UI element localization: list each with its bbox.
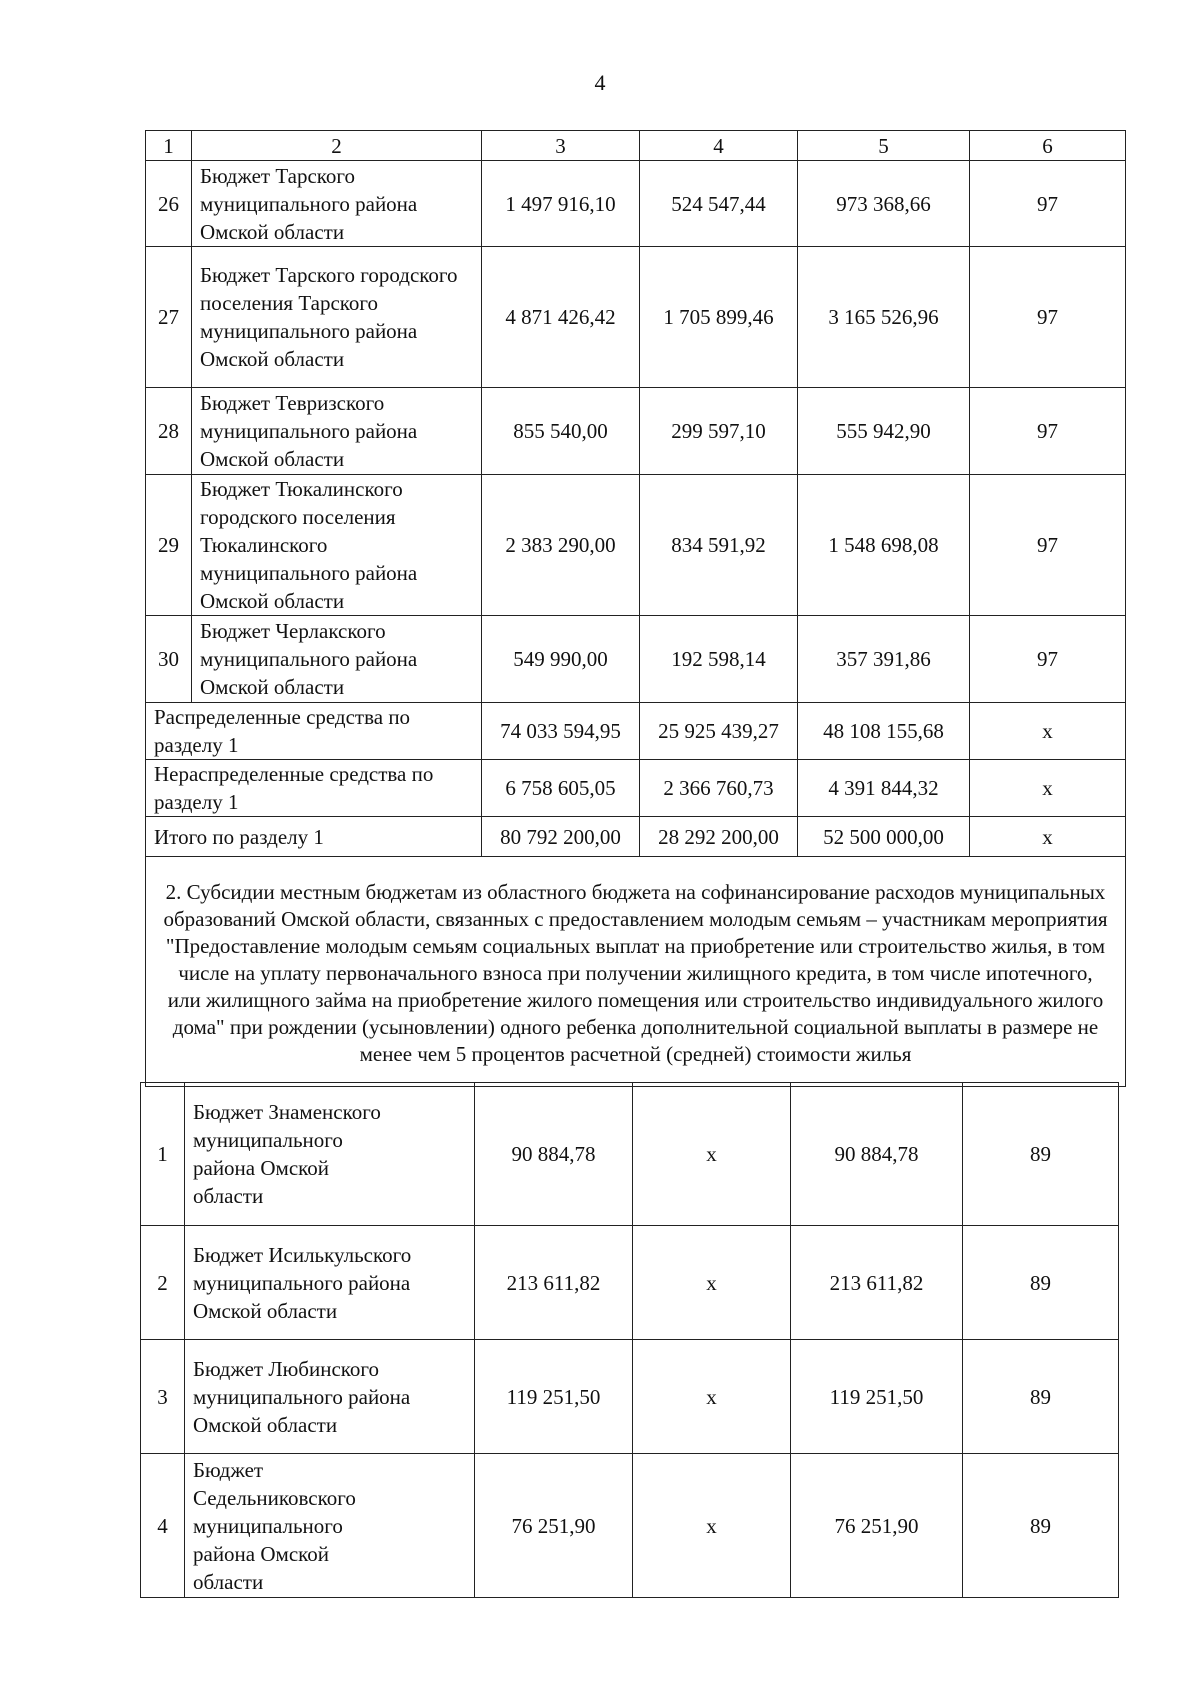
level-value: x [970, 760, 1126, 817]
row-number: 28 [146, 388, 192, 475]
budget-name: Бюджет Черлакского муниципального района Омской области [192, 616, 482, 703]
amount-col-4: x [633, 1454, 791, 1598]
summary-label: Итого по разделу 1 [146, 817, 482, 857]
amount-col-4: 2 366 760,73 [640, 760, 798, 817]
row-number: 3 [141, 1340, 185, 1454]
amount-col-4: 834 591,92 [640, 475, 798, 616]
level-value: 89 [963, 1340, 1119, 1454]
budget-name: Бюджет Тарского муниципального района Омской области [192, 161, 482, 247]
amount-total: 549 990,00 [482, 616, 640, 703]
table-row [141, 1454, 1119, 1598]
budget-table-section-1 [145, 130, 1126, 1087]
header-cell: 4 [640, 131, 798, 161]
row-number: 26 [146, 161, 192, 247]
amount-col-4: x [633, 1340, 791, 1454]
budget-name: Бюджет Исилькульского муниципального района Омской области [185, 1226, 475, 1340]
section-2-header-row [146, 857, 1126, 1087]
amount-col-5: 4 391 844,32 [798, 760, 970, 817]
table-row [146, 161, 1126, 247]
row-number: 1 [141, 1083, 185, 1226]
amount-col-5: 48 108 155,68 [798, 703, 970, 760]
row-number: 29 [146, 475, 192, 616]
table-row [141, 1083, 1119, 1226]
summary-label: Распределенные средства по разделу 1 [146, 703, 482, 760]
amount-col-4: 25 925 439,27 [640, 703, 798, 760]
amount-total: 74 033 594,95 [482, 703, 640, 760]
budget-table-section-2 [140, 1082, 1119, 1598]
amount-col-5: 213 611,82 [791, 1226, 963, 1340]
amount-col-5: 3 165 526,96 [798, 247, 970, 388]
table-row [141, 1226, 1119, 1340]
budget-name: Бюджет Тюкалинского городского поселения Тюкалинского муниципального района Омской области [192, 475, 482, 616]
budget-name: Бюджет Любинского муниципального района Омской области [185, 1340, 475, 1454]
row-number: 27 [146, 247, 192, 388]
amount-col-5: 973 368,66 [798, 161, 970, 247]
amount-total: 2 383 290,00 [482, 475, 640, 616]
amount-col-5: 555 942,90 [798, 388, 970, 475]
table-row [146, 475, 1126, 616]
table-row [146, 247, 1126, 388]
section-2-title: 2. Субсидии местным бюджетам из областного бюджета на софинансирование расходов муниципальных образований Омской области, связанных с предоставлением молодым семьям – участникам мероприятия "Предоставление молодым семьям социальных выплат на приобретение или строительство жилья, в том числе на уплату первоначального взноса при получении жилищного кредита, в том числе ипотечного, или жилищного займа на приобретение жилого помещения или строительство индивидуального жилого дома" при рождении (усыновлении) одного ребенка дополнительной социальной выплаты в размере не менее чем 5 процентов расчетной (средней) стоимости жилья [146, 857, 1126, 1087]
level-value: 97 [970, 247, 1126, 388]
table-row [146, 388, 1126, 475]
amount-col-5: 76 251,90 [791, 1454, 963, 1598]
amount-total: 855 540,00 [482, 388, 640, 475]
summary-label: Нераспределенные средства по разделу 1 [146, 760, 482, 817]
header-cell: 5 [798, 131, 970, 161]
amount-col-4: 1 705 899,46 [640, 247, 798, 388]
header-cell: 6 [970, 131, 1126, 161]
header-cell: 3 [482, 131, 640, 161]
budget-name: Бюджет Тарского городского поселения Тарского муниципального района Омской области [192, 247, 482, 388]
amount-total: 76 251,90 [475, 1454, 633, 1598]
level-value: 97 [970, 388, 1126, 475]
amount-col-4: x [633, 1083, 791, 1226]
amount-col-4: x [633, 1226, 791, 1340]
amount-total: 213 611,82 [475, 1226, 633, 1340]
level-value: 97 [970, 475, 1126, 616]
row-number: 2 [141, 1226, 185, 1340]
amount-total: 119 251,50 [475, 1340, 633, 1454]
budget-name: Бюджет Знаменского муниципального района Омской области [185, 1083, 475, 1226]
level-value: 89 [963, 1454, 1119, 1598]
amount-col-5: 1 548 698,08 [798, 475, 970, 616]
summary-row-undistributed [146, 760, 1126, 817]
amount-col-5: 52 500 000,00 [798, 817, 970, 857]
amount-col-5: 119 251,50 [791, 1340, 963, 1454]
level-value: 89 [963, 1226, 1119, 1340]
level-value: 97 [970, 616, 1126, 703]
amount-col-5: 90 884,78 [791, 1083, 963, 1226]
amount-total: 6 758 605,05 [482, 760, 640, 817]
table-header-row [146, 131, 1126, 161]
amount-total: 4 871 426,42 [482, 247, 640, 388]
level-value: x [970, 817, 1126, 857]
amount-total: 80 792 200,00 [482, 817, 640, 857]
row-number: 30 [146, 616, 192, 703]
header-cell: 1 [146, 131, 192, 161]
budget-name: Бюджет Тевризского муниципального района Омской области [192, 388, 482, 475]
budget-name: Бюджет Седельниковского муниципального района Омской области [185, 1454, 475, 1598]
summary-row-total [146, 817, 1126, 857]
table-row [146, 616, 1126, 703]
amount-col-4: 192 598,14 [640, 616, 798, 703]
amount-col-4: 28 292 200,00 [640, 817, 798, 857]
amount-col-4: 299 597,10 [640, 388, 798, 475]
amount-total: 1 497 916,10 [482, 161, 640, 247]
level-value: 89 [963, 1083, 1119, 1226]
summary-row-distributed [146, 703, 1126, 760]
level-value: x [970, 703, 1126, 760]
amount-total: 90 884,78 [475, 1083, 633, 1226]
header-cell: 2 [192, 131, 482, 161]
level-value: 97 [970, 161, 1126, 247]
table-row [141, 1340, 1119, 1454]
row-number: 4 [141, 1454, 185, 1598]
page-number: 4 [594, 70, 606, 95]
amount-col-5: 357 391,86 [798, 616, 970, 703]
amount-col-4: 524 547,44 [640, 161, 798, 247]
